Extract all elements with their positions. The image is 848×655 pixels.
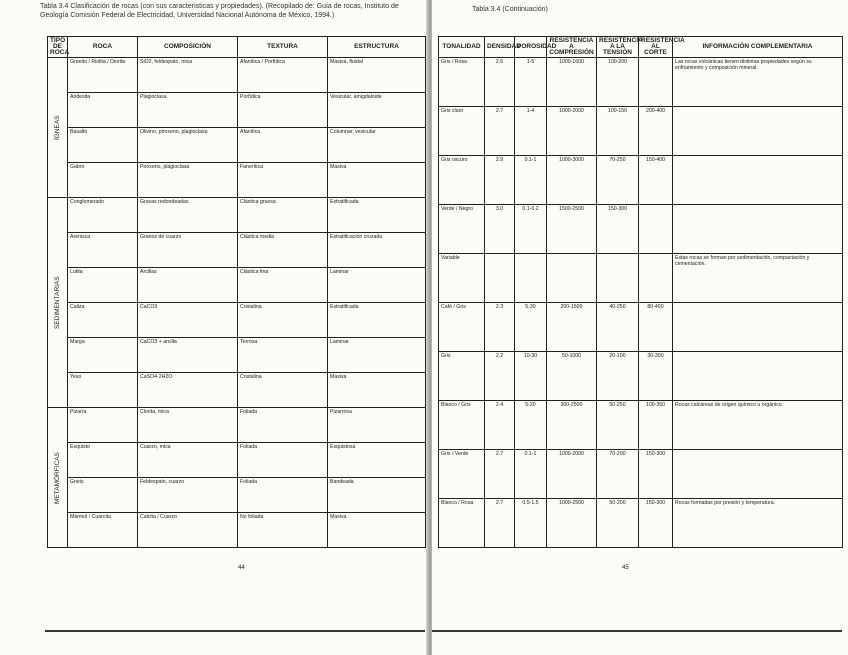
- cell-ten: 100-150: [597, 107, 639, 156]
- table-row: [48, 268, 426, 303]
- cell-por: 5-30: [515, 303, 547, 352]
- cell-tex: No foliada: [238, 513, 328, 548]
- cell-rock: Yeso: [68, 373, 138, 408]
- cell-rock: Pizarra: [68, 408, 138, 443]
- right-caption: Tabla 3.4 (Continuación): [472, 6, 548, 13]
- cell-str: Masiva, fluidal: [328, 58, 426, 93]
- cell-comp: Feldespato, cuarzo: [138, 478, 238, 513]
- table-row: [439, 254, 843, 303]
- cell-ton: Blanco / Gris: [439, 401, 485, 450]
- cell-rock: Lutita: [68, 268, 138, 303]
- cell-rock: Marga: [68, 338, 138, 373]
- cell-str: Masiva: [328, 513, 426, 548]
- cell-ten: 20-100: [597, 352, 639, 401]
- cell-rock: Arenisca: [68, 233, 138, 268]
- cell-cor: 150-300: [639, 499, 673, 548]
- header-tonalidad: TONALIDAD: [439, 37, 485, 58]
- cell-ten: 50-200: [597, 499, 639, 548]
- cell-por: 1-4: [515, 107, 547, 156]
- cell-str: Estratificada: [328, 303, 426, 338]
- cell-rock: Esquisto: [68, 443, 138, 478]
- cell-comp: Cuarzo, mica: [138, 443, 238, 478]
- cell-str: Laminar: [328, 338, 426, 373]
- cell-por: 1-5: [515, 58, 547, 107]
- cell-str: Pizarrosa: [328, 408, 426, 443]
- header-tipo: TIPO DE ROCA: [48, 37, 68, 58]
- cell-info: Estas rocas se forman por sedimentación, compactación y cementación.: [673, 254, 843, 303]
- cell-por: 0.1-1: [515, 156, 547, 205]
- table-row: [48, 478, 426, 513]
- cell-comp: CaCO3 + arcilla: [138, 338, 238, 373]
- cell-comp: Gravas redondeadas: [138, 198, 238, 233]
- cell-comp: CaSO4·2H2O: [138, 373, 238, 408]
- cell-ten: [597, 254, 639, 303]
- cell-info: [673, 303, 843, 352]
- table-row: [48, 408, 426, 443]
- header-corte: RESISTENCIA AL CORTE: [639, 37, 673, 58]
- page-edge-line: [45, 630, 425, 632]
- table-row: [48, 58, 426, 93]
- left-page-number: 44: [238, 565, 245, 571]
- cell-ton: Gris: [439, 352, 485, 401]
- cell-tex: Porfídica: [238, 93, 328, 128]
- cell-cor: [639, 254, 673, 303]
- table-row: [439, 401, 843, 450]
- cell-tex: Foliada: [238, 443, 328, 478]
- cell-cor: [639, 205, 673, 254]
- header-compresion: RESISTENCIA A COMPRESIÓN: [547, 37, 597, 58]
- cell-rock: Granito / Riolita / Diorita: [68, 58, 138, 93]
- cell-str: Vesicular, amigdaloide: [328, 93, 426, 128]
- header-roca: ROCA: [68, 37, 138, 58]
- cell-cor: 150-300: [639, 450, 673, 499]
- table-row: [48, 443, 426, 478]
- cell-den: 2.6: [485, 58, 515, 107]
- left-caption: Tabla 3.4 Clasificación de rocas (con sus caracteristicas y propiedades). (Recopilado de: Guía de rocas, Instituto de Geología Comisión Federal de Electricidad, Universidad Nacional Autónoma de México, 1994.): [40, 3, 399, 19]
- cell-den: 2.7: [485, 450, 515, 499]
- cell-str: Laminar: [328, 268, 426, 303]
- cell-str: Masiva: [328, 373, 426, 408]
- table-row: [48, 198, 426, 233]
- cell-tex: Cristalina: [238, 303, 328, 338]
- table-row: [48, 128, 426, 163]
- right-header-row: [439, 37, 843, 58]
- cell-rock: Basalto: [68, 128, 138, 163]
- page-edge-line-right: [432, 630, 842, 632]
- cell-ton: Gris oscuro: [439, 156, 485, 205]
- cell-comp: Calcita / Cuarzo: [138, 513, 238, 548]
- header-informacion: INFORMACIÓN COMPLEMENTARIA: [673, 37, 843, 58]
- cell-den: 2.3: [485, 303, 515, 352]
- table-row: [439, 450, 843, 499]
- cell-por: [515, 254, 547, 303]
- table-row: [439, 303, 843, 352]
- cell-por: 0.1-1: [515, 450, 547, 499]
- cell-cor: 100-350: [639, 401, 673, 450]
- cell-cor: 200-400: [639, 107, 673, 156]
- cell-ten: 40-250: [597, 303, 639, 352]
- header-densidad: DENSIDAD: [485, 37, 515, 58]
- rock-group-label: ÍGNEAS: [48, 58, 68, 198]
- cell-comp: Plagioclasa: [138, 93, 238, 128]
- cell-info: [673, 107, 843, 156]
- cell-rock: Gabro: [68, 163, 138, 198]
- cell-tex: Clástica gruesa: [238, 198, 328, 233]
- cell-comp: 1000-3000: [547, 156, 597, 205]
- cell-den: 2.2: [485, 352, 515, 401]
- cell-ton: Gris / Rosa: [439, 58, 485, 107]
- header-textura: TEXTURA: [238, 37, 328, 58]
- cell-por: 0.1-0.2: [515, 205, 547, 254]
- cell-cor: 150-400: [639, 156, 673, 205]
- cell-rock: Conglomerado: [68, 198, 138, 233]
- cell-comp: Clorita, mica: [138, 408, 238, 443]
- table-row: [48, 338, 426, 373]
- cell-cor: [639, 58, 673, 107]
- cell-cor: 30-300: [639, 352, 673, 401]
- cell-ten: 50-250: [597, 401, 639, 450]
- rock-properties-table: [438, 36, 843, 548]
- cell-info: Rocas formadas por presión y temperatura.: [673, 499, 843, 548]
- header-estructura: ESTRUCTURA: [328, 37, 426, 58]
- cell-str: Masiva: [328, 163, 426, 198]
- table-row: [48, 373, 426, 408]
- cell-info: [673, 352, 843, 401]
- cell-comp: 1500-2500: [547, 205, 597, 254]
- cell-tex: Afanítica / Porfídica: [238, 58, 328, 93]
- cell-info: [673, 450, 843, 499]
- cell-ton: Gris / Verde: [439, 450, 485, 499]
- cell-comp: SiO2, feldespato, mica: [138, 58, 238, 93]
- rock-group-label: SEDIMENTARIAS: [48, 198, 68, 408]
- table-row: [439, 205, 843, 254]
- cell-den: [485, 254, 515, 303]
- left-header-row: [48, 37, 426, 58]
- cell-ten: 100-200: [597, 58, 639, 107]
- header-porosidad: POROSIDAD: [515, 37, 547, 58]
- cell-comp: Granos de cuarzo: [138, 233, 238, 268]
- right-page: [432, 0, 848, 655]
- cell-tex: Foliada: [238, 408, 328, 443]
- cell-ten: 70-250: [597, 156, 639, 205]
- cell-rock: Gneis: [68, 478, 138, 513]
- cell-comp: Olivino, piroxeno, plagioclasa: [138, 128, 238, 163]
- cell-info: Las rocas volcánicas tienen distintas propiedades según su enfriamiento y composición mineral.: [673, 58, 843, 107]
- cell-comp: 1000-1600: [547, 58, 597, 107]
- cell-ten: 150-300: [597, 205, 639, 254]
- cell-comp: 50-1000: [547, 352, 597, 401]
- cell-comp: 1000-2500: [547, 499, 597, 548]
- cell-tex: Fanerítica: [238, 163, 328, 198]
- cell-str: Estratificación cruzada: [328, 233, 426, 268]
- table-row: [48, 93, 426, 128]
- cell-ton: Café / Gris: [439, 303, 485, 352]
- cell-info: [673, 156, 843, 205]
- cell-den: 2.4: [485, 401, 515, 450]
- cell-den: 2.7: [485, 107, 515, 156]
- cell-ton: Verde / Negro: [439, 205, 485, 254]
- table-row: [439, 352, 843, 401]
- cell-tex: Foliada: [238, 478, 328, 513]
- cell-tex: Clástica fina: [238, 268, 328, 303]
- cell-tex: Terrosa: [238, 338, 328, 373]
- cell-str: Estratificada: [328, 198, 426, 233]
- cell-str: Esquistosa: [328, 443, 426, 478]
- cell-por: 10-30: [515, 352, 547, 401]
- cell-comp: 1000-2000: [547, 450, 597, 499]
- cell-rock: Andesita: [68, 93, 138, 128]
- rock-group-label: METAMÓRFICAS: [48, 408, 68, 548]
- cell-cor: 80-400: [639, 303, 673, 352]
- cell-por: 5-20: [515, 401, 547, 450]
- cell-rock: Caliza: [68, 303, 138, 338]
- cell-ton: Gris claro: [439, 107, 485, 156]
- cell-den: 2.9: [485, 156, 515, 205]
- table-row: [48, 303, 426, 338]
- table-row: [439, 156, 843, 205]
- cell-comp: 1000-2000: [547, 107, 597, 156]
- cell-tex: Cristalina: [238, 373, 328, 408]
- cell-ton: Blanco / Rosa: [439, 499, 485, 548]
- cell-por: 0.5-1.5: [515, 499, 547, 548]
- table-row: [439, 499, 843, 548]
- cell-comp: CaCO3: [138, 303, 238, 338]
- right-page-number: 45: [622, 565, 629, 571]
- table-row: [48, 163, 426, 198]
- header-tension: RESISTENCIA A LA TENSIÓN: [597, 37, 639, 58]
- cell-ten: 70-200: [597, 450, 639, 499]
- cell-comp: [547, 254, 597, 303]
- table-row: [439, 107, 843, 156]
- rock-classification-table: [47, 36, 426, 548]
- cell-str: Bandeada: [328, 478, 426, 513]
- header-composicion: COMPOSICIÓN: [138, 37, 238, 58]
- cell-den: 3.0: [485, 205, 515, 254]
- table-row: [48, 233, 426, 268]
- cell-str: Columnar, vesicular: [328, 128, 426, 163]
- cell-comp: Piroxeno, plagioclasa: [138, 163, 238, 198]
- cell-comp: 300-2500: [547, 401, 597, 450]
- cell-comp: 200-1500: [547, 303, 597, 352]
- cell-rock: Mármol / Cuarcita: [68, 513, 138, 548]
- table-row: [439, 58, 843, 107]
- cell-info: [673, 205, 843, 254]
- cell-ton: Variable: [439, 254, 485, 303]
- cell-tex: Afanítica: [238, 128, 328, 163]
- table-row: [48, 513, 426, 548]
- cell-den: 2.7: [485, 499, 515, 548]
- cell-info: Rocas calcáreas de origen químico u orgánico.: [673, 401, 843, 450]
- cell-tex: Clástica media: [238, 233, 328, 268]
- cell-comp: Arcillas: [138, 268, 238, 303]
